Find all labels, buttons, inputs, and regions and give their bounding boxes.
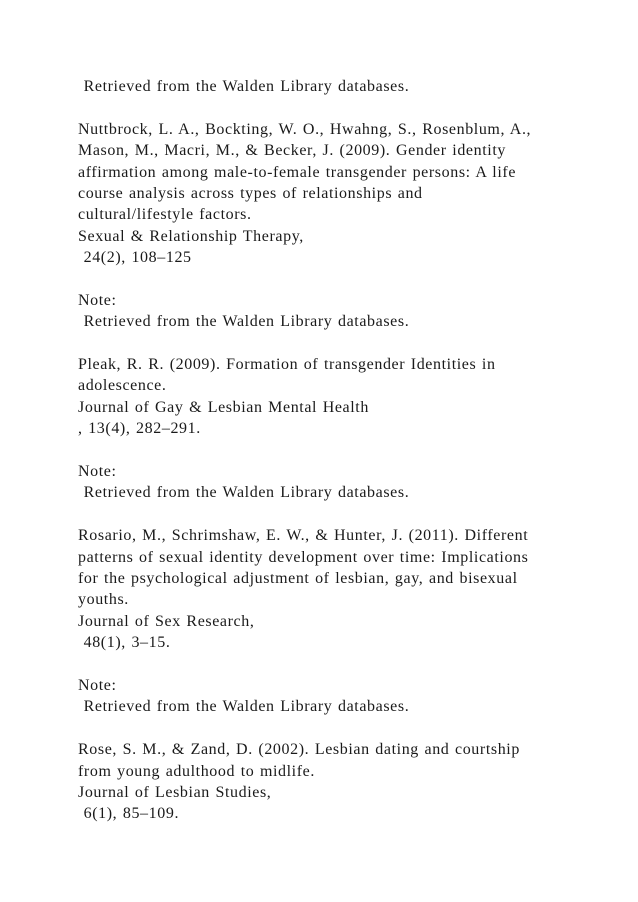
- text-line: Nuttbrock, L. A., Bockting, W. O., Hwahng, S., Rosenblum, A.,: [78, 120, 532, 138]
- text-line: Retrieved from the Walden Library databases.: [78, 313, 410, 331]
- text-line: Journal of Gay & Lesbian Mental Health: [78, 398, 369, 416]
- text-line: Retrieved from the Walden Library databases.: [78, 698, 410, 716]
- text-line: Note:: [78, 463, 117, 481]
- reference-list: [78, 76, 598, 825]
- text-line: 6(1), 85–109.: [78, 805, 180, 823]
- blank-line: [78, 654, 598, 675]
- text-line: youths.: [78, 591, 129, 609]
- text-line: 24(2), 108–125: [78, 249, 192, 267]
- blank-line: [78, 269, 598, 290]
- text-line: affirmation among male-to-female transgender persons: A life: [78, 163, 517, 181]
- blank-line: [78, 718, 598, 739]
- text-line: patterns of sexual identity development over time: Implications: [78, 548, 529, 566]
- text-line: adolescence.: [78, 377, 167, 395]
- text-line: , 13(4), 282–291.: [78, 420, 201, 438]
- text-line: Pleak, R. R. (2009). Formation of transgender Identities in: [78, 356, 496, 374]
- text-line: Retrieved from the Walden Library databases.: [78, 484, 410, 502]
- text-line: course analysis across types of relationships and: [78, 184, 423, 202]
- text-line: Note:: [78, 676, 117, 694]
- text-line: for the psychological adjustment of lesbian, gay, and bisexual: [78, 569, 518, 587]
- text-line: Mason, M., Macri, M., & Becker, J. (2009). Gender identity: [78, 142, 506, 160]
- text-line: from young adulthood to midlife.: [78, 762, 315, 780]
- text-line: Retrieved from the Walden Library databases.: [78, 78, 410, 95]
- blank-line: [78, 333, 598, 354]
- blank-line: [78, 440, 598, 461]
- text-line: Rosario, M., Schrimshaw, E. W., & Hunter, J. (2011). Different: [78, 527, 529, 545]
- blank-line: [78, 97, 598, 118]
- text-line: Rose, S. M., & Zand, D. (2002). Lesbian dating and courtship: [78, 741, 520, 759]
- text-line: Note:: [78, 291, 117, 309]
- text-line: Journal of Sex Research,: [78, 612, 255, 630]
- blank-line: [78, 504, 598, 525]
- text-line: Journal of Lesbian Studies,: [78, 783, 272, 801]
- text-line: Sexual & Relationship Therapy,: [78, 227, 304, 245]
- text-line: 48(1), 3–15.: [78, 634, 171, 652]
- text-line: cultural/lifestyle factors.: [78, 206, 252, 224]
